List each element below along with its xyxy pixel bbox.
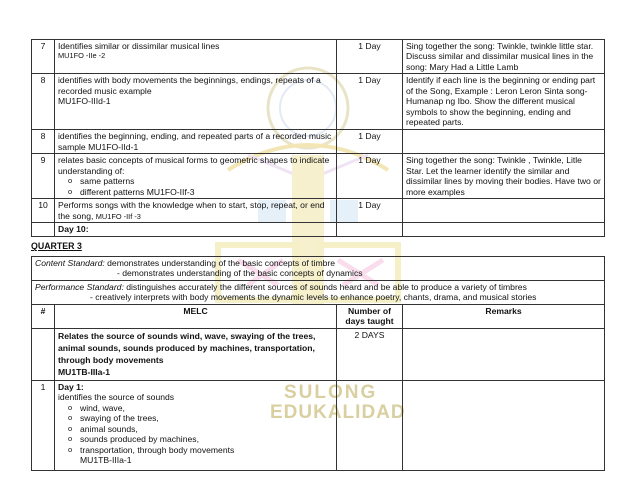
competency-code: MU1FO-IIId-1 — [58, 96, 111, 107]
row-number — [32, 223, 55, 236]
row-number: 8 — [32, 74, 55, 130]
remarks-cell: Sing together the song: Twinkle , Twinkle, Litle Star. Let the learner identify the similar and dissimilar lines by moving their bodies. Have two or more examples — [403, 154, 605, 199]
row-number: 10 — [32, 199, 55, 223]
quarter2-table — [31, 39, 605, 237]
table-row — [32, 130, 605, 154]
day1-intro: identifies the source of sounds — [58, 392, 175, 403]
row-number: 7 — [32, 40, 55, 74]
list-item: o transportation, through body movements — [58, 445, 333, 455]
remarks-cell: Sing together the song: Twinkle, twinkle little star. Discuss similar and dissimilar musical lines in the song: Mary Had a Little Lamb — [403, 40, 605, 74]
list-item: o animal sounds, — [58, 424, 333, 434]
sound-source-list — [58, 403, 333, 455]
pattern-list — [58, 176, 333, 197]
remarks-cell — [403, 328, 605, 380]
melc-text: Relates the source of sounds wind, wave, swaying of the trees, animal sounds, sounds produced by machines, transportation, through body movements — [58, 330, 316, 365]
competency-code: MU1FO -IIe -2 — [58, 51, 106, 61]
content-standard-line1: demonstrates understanding of the basic concepts of timbre — [104, 258, 336, 268]
list-item: o swaying of the trees, — [58, 413, 333, 423]
list-item: o sounds produced by machines, — [58, 434, 333, 444]
days-cell: 1 Day — [337, 40, 403, 74]
melc-cell — [55, 328, 337, 380]
performance-standard-line2: - creatively interprets with body movements the dynamic levels to enhance poetry, chants, drama, and musical stories — [90, 292, 537, 303]
performance-standard-label: Performance Standard: — [35, 281, 124, 292]
competency-cell — [55, 199, 337, 223]
days-cell: 1 Day — [337, 74, 403, 130]
watermark-line2: EDUKALIDAD — [270, 401, 406, 423]
remarks-cell — [403, 130, 605, 154]
content-standard-label: Content Standard: — [35, 258, 105, 268]
performance-standard-row — [32, 280, 605, 304]
day1-code: MU1TB-IIIa-1 — [80, 455, 132, 466]
list-item: o different patterns MU1FO-IIf-3 — [58, 187, 333, 197]
competency-cell — [55, 40, 337, 74]
day-label: Day 10: — [55, 223, 337, 236]
remarks-cell — [403, 199, 605, 223]
row-number: 1 — [32, 380, 55, 470]
days-cell — [337, 223, 403, 236]
competency-cell — [55, 74, 337, 130]
content-standard — [32, 257, 605, 281]
competency-text: Performs songs with the knowledge when to start, stop, repeat, or end the song, — [58, 200, 325, 221]
content-standard-line2: - demonstrates understanding of the basic concepts of dynamics — [117, 268, 363, 279]
days-cell: 1 Day — [337, 154, 403, 199]
header-days: Number of days taught — [337, 304, 403, 328]
header-number: # — [32, 304, 55, 328]
quarter-title: QUARTER 3 — [31, 241, 82, 251]
header-row — [32, 304, 605, 328]
table-row — [32, 199, 605, 223]
row-number — [32, 328, 55, 380]
day-label: Day 1: — [58, 381, 84, 392]
performance-standard-line1: distinguishes accurately the different sources of sounds heard and be able to produce a variety of timbres — [123, 281, 527, 292]
header-melc: MELC — [55, 304, 337, 328]
remarks-cell: Identify if each line is the beginning or ending part of the Song, Example : Leron Leron Sinta song- Humanap ng Ibo. Show the different musical symbols to show the beginning, ending and repeated parts. — [403, 74, 605, 130]
day1-cell — [55, 380, 337, 470]
days-cell: 2 DAYS — [337, 328, 403, 380]
melc-code: MU1TB-IIIa-1 — [58, 367, 111, 377]
competency-text: relates basic concepts of musical forms to geometric shapes to indicate understanding of: — [58, 155, 330, 176]
competency-text: identifies with body movements the beginnings, endings, repeats of a recorded music example — [58, 75, 321, 96]
remarks-cell — [403, 380, 605, 470]
quarter3-table — [31, 256, 605, 471]
competency-cell: identifies the beginning, ending, and repeated parts of a recorded music sample MU1FO-IId-1 — [55, 130, 337, 154]
table-row — [32, 74, 605, 130]
days-cell: 1 Day — [337, 199, 403, 223]
watermark-line1: SULONG — [284, 382, 378, 403]
competency-code: MU1FO -IIf -3 — [95, 211, 141, 221]
content-standard-row — [32, 257, 605, 281]
list-item: o wind, wave, — [58, 403, 333, 413]
row-number: 8 — [32, 130, 55, 154]
row-number: 9 — [32, 154, 55, 199]
competency-text: Identifies similar or dissimilar musical lines — [58, 41, 220, 51]
table-row — [32, 223, 605, 236]
list-item: o same patterns — [58, 176, 333, 186]
days-cell — [337, 380, 403, 470]
table-row — [32, 40, 605, 74]
performance-standard — [32, 280, 605, 304]
table-row — [32, 328, 605, 380]
table-row — [32, 380, 605, 470]
competency-cell — [55, 154, 337, 199]
header-remarks: Remarks — [403, 304, 605, 328]
table-row — [32, 154, 605, 199]
remarks-cell — [403, 223, 605, 236]
days-cell: 1 Day — [337, 130, 403, 154]
